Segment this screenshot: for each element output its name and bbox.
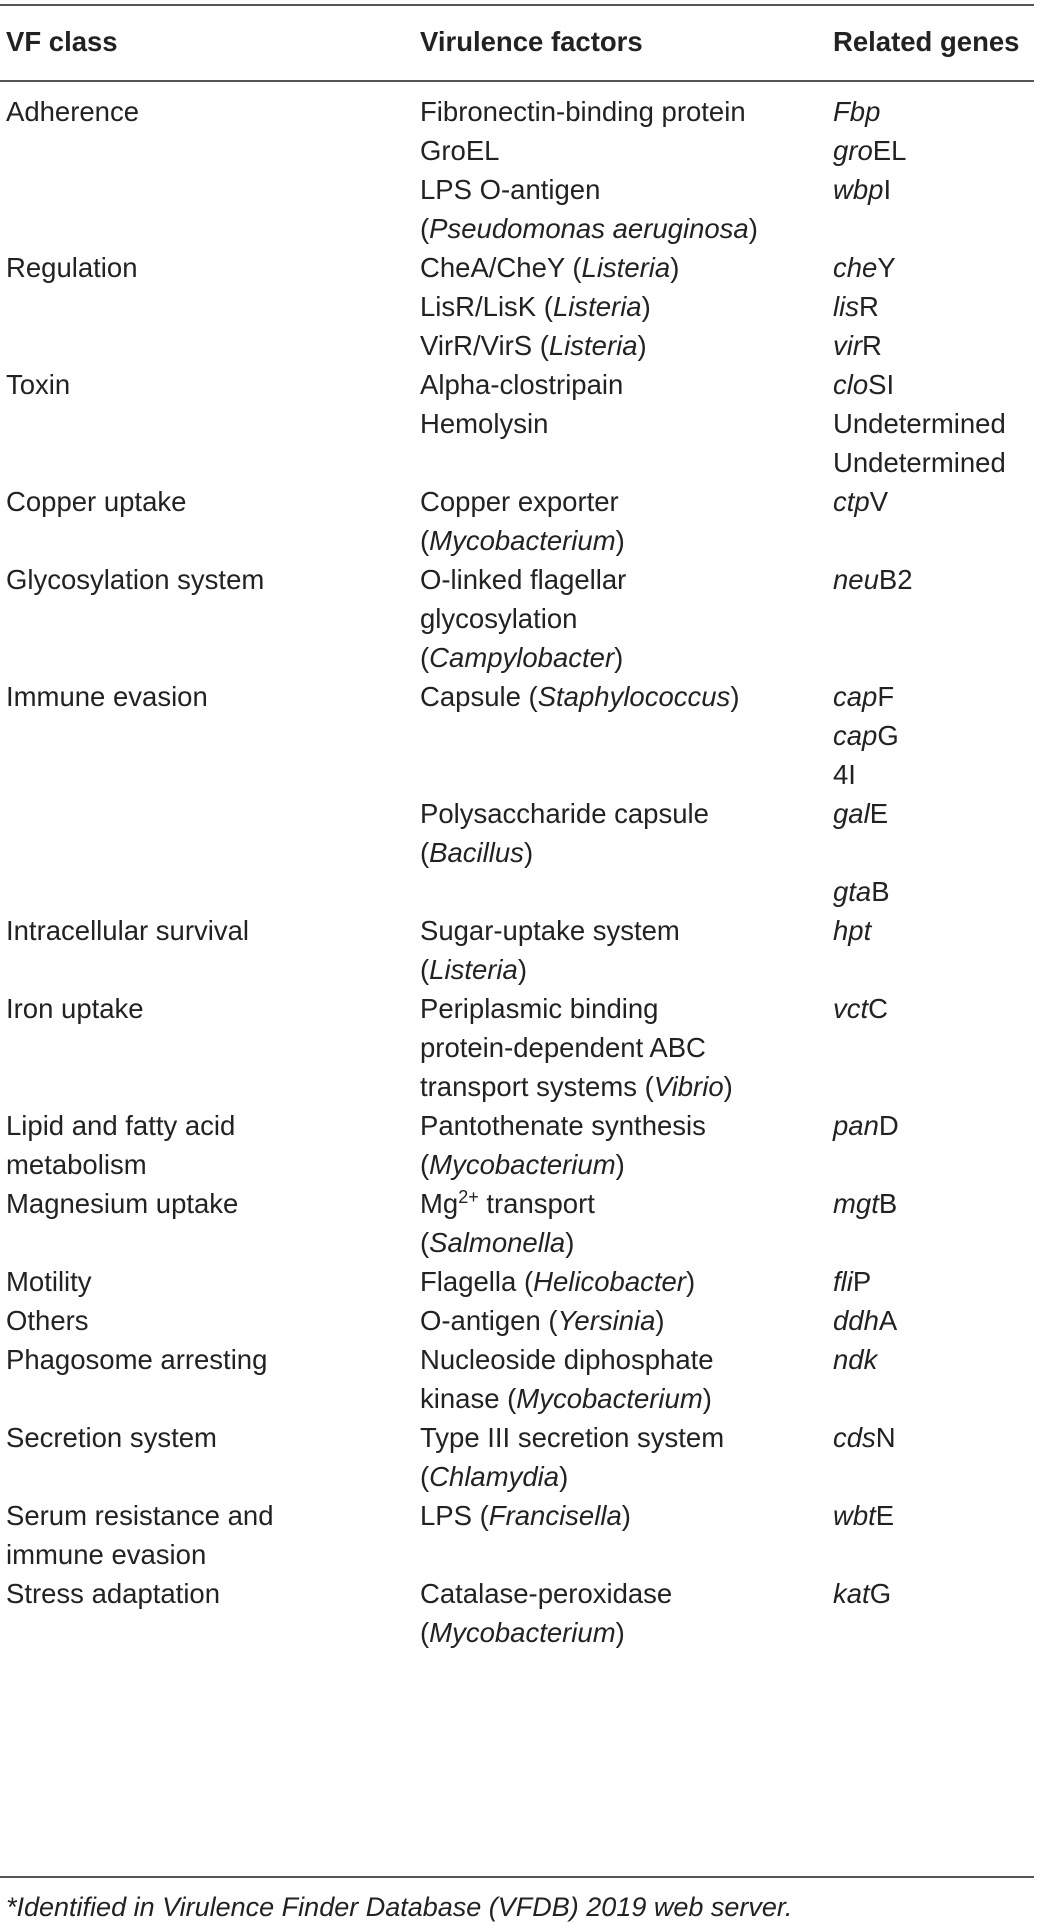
header-vf-class: VF class (6, 26, 118, 57)
cell-virulence-factor (420, 170, 820, 248)
cell-related-gene (833, 365, 1038, 404)
virulence-factor-text: kinase (Mycobacterium) (420, 1383, 712, 1414)
cell-related-gene (833, 872, 1038, 911)
related-gene-text: neuB2 (833, 564, 913, 595)
table-row (0, 794, 1040, 872)
virulence-factor-text: Polysaccharide capsule (420, 798, 709, 829)
table-row (0, 365, 1040, 404)
virulence-factor-text: Type III secretion system (420, 1422, 725, 1453)
vf-class-text: metabolism (6, 1149, 147, 1180)
vf-class-text: Secretion system (6, 1422, 217, 1453)
vf-class-text: Iron uptake (6, 993, 144, 1024)
virulence-factor-text: Periplasmic binding (420, 993, 659, 1024)
table-row (0, 560, 1040, 677)
cell-related-gene (833, 911, 1038, 950)
table-row (0, 989, 1040, 1106)
cell-vf-class (6, 1106, 406, 1184)
cell-virulence-factor (420, 365, 820, 404)
virulence-factor-text: protein-dependent ABC (420, 1032, 706, 1063)
cell-related-gene (833, 326, 1038, 365)
table-footnote: *Identified in Virulence Finder Database (VFDB) 2019 web server. (6, 1892, 793, 1922)
header-rule (0, 80, 1034, 82)
table-row (0, 677, 1040, 716)
vf-class-text: Intracellular survival (6, 915, 250, 946)
cell-related-gene (833, 1184, 1038, 1223)
cell-vf-class (6, 248, 406, 287)
cell-vf-class (6, 911, 406, 950)
table-row (0, 755, 1040, 794)
top-rule (0, 4, 1034, 6)
cell-virulence-factor (420, 1301, 820, 1340)
cell-virulence-factor (420, 1106, 820, 1184)
virulence-factor-text: glycosylation (420, 603, 578, 634)
related-gene-text: capF (833, 681, 895, 712)
header-virulence-factors: Virulence factors (420, 26, 643, 57)
cell-related-gene (833, 755, 1038, 794)
cell-related-gene (833, 1262, 1038, 1301)
cell-virulence-factor (420, 92, 820, 131)
cell-vf-class (6, 365, 406, 404)
cell-vf-class (6, 1496, 406, 1574)
cell-vf-class (6, 1574, 406, 1613)
related-gene-text: lisR (833, 291, 879, 322)
cell-virulence-factor (420, 404, 820, 443)
header-related-genes: Related genes (833, 26, 1020, 57)
virulence-factor-text: (Mycobacterium) (420, 1617, 625, 1648)
table-row (0, 443, 1040, 482)
cell-virulence-factor (420, 1340, 820, 1418)
virulence-factor-text: (Mycobacterium) (420, 525, 625, 556)
cell-related-gene (833, 677, 1038, 716)
related-gene-text: galE (833, 798, 889, 829)
related-gene-text: vctC (833, 993, 889, 1024)
virulence-factor-text: (Campylobacter) (420, 642, 624, 673)
virulence-factor-text: (Chlamydia) (420, 1461, 569, 1492)
cell-virulence-factor (420, 1184, 820, 1262)
virulence-factor-text: LPS O-antigen (420, 174, 601, 205)
virulence-factor-text: GroEL (420, 135, 500, 166)
cell-related-gene (833, 443, 1038, 482)
cell-related-gene (833, 131, 1038, 170)
table-body (0, 92, 1040, 1652)
virulence-factor-text: O-antigen (Yersinia) (420, 1305, 665, 1336)
related-gene-text: fliP (833, 1266, 872, 1297)
vf-class-text: Adherence (6, 96, 140, 127)
table-row (0, 326, 1040, 365)
cell-vf-class (6, 1184, 406, 1223)
related-gene-text: wbpI (833, 174, 892, 205)
cell-related-gene (833, 794, 1038, 833)
table-row (0, 1418, 1040, 1496)
related-gene-text: cheY (833, 252, 896, 283)
cell-virulence-factor (420, 482, 820, 560)
virulence-factor-text: Flagella (Helicobacter) (420, 1266, 696, 1297)
virulence-factor-text: Nucleoside diphosphate (420, 1344, 714, 1375)
table-row (0, 716, 1040, 755)
related-gene-text: Fbp (833, 96, 881, 127)
cell-related-gene (833, 1340, 1038, 1379)
virulence-factor-text: Alpha-clostripain (420, 369, 624, 400)
related-gene-text: ctpV (833, 486, 889, 517)
table-row (0, 1301, 1040, 1340)
table-row (0, 872, 1040, 911)
cell-vf-class (6, 482, 406, 521)
cell-related-gene (833, 1106, 1038, 1145)
table-row (0, 482, 1040, 560)
vf-class-text: Toxin (6, 369, 71, 400)
virulence-factor-text: transport systems (Vibrio) (420, 1071, 733, 1102)
virulence-factor-text: (Listeria) (420, 954, 527, 985)
table-row (0, 1262, 1040, 1301)
vf-class-text: Lipid and fatty acid (6, 1110, 236, 1141)
related-gene-text: Undetermined (833, 447, 1006, 478)
cell-virulence-factor (420, 1418, 820, 1496)
cell-virulence-factor (420, 1496, 820, 1535)
virulence-factor-text: CheA/CheY (Listeria) (420, 252, 680, 283)
virulence-factor-text: O-linked flagellar (420, 564, 627, 595)
vf-class-text: Serum resistance and (6, 1500, 274, 1531)
cell-related-gene (833, 1418, 1038, 1457)
cell-vf-class (6, 677, 406, 716)
table-row (0, 1340, 1040, 1418)
cell-related-gene (833, 1301, 1038, 1340)
related-gene-text: panD (833, 1110, 899, 1141)
cell-virulence-factor (420, 326, 820, 365)
vf-class-text: Others (6, 1305, 89, 1336)
related-gene-text: ndk (833, 1344, 878, 1375)
table-row (0, 1574, 1040, 1652)
table-row (0, 404, 1040, 443)
virulence-factor-text: Copper exporter (420, 486, 619, 517)
cell-vf-class (6, 560, 406, 599)
related-gene-text: hpt (833, 915, 872, 946)
virulence-factor-text: Capsule (Staphylococcus) (420, 681, 740, 712)
cell-related-gene (833, 1496, 1038, 1535)
cell-virulence-factor (420, 911, 820, 989)
table-row (0, 248, 1040, 287)
cell-vf-class (6, 1262, 406, 1301)
table-row (0, 287, 1040, 326)
related-gene-text: mgtB (833, 1188, 898, 1219)
vf-class-text: Magnesium uptake (6, 1188, 239, 1219)
cell-virulence-factor (420, 677, 820, 716)
related-gene-text: Undetermined (833, 408, 1006, 439)
cell-related-gene (833, 1574, 1038, 1613)
bottom-rule (0, 1876, 1034, 1878)
virulence-factor-text: Fibronectin-binding protein (420, 96, 746, 127)
related-gene-text: gtaB (833, 876, 890, 907)
cell-vf-class (6, 1301, 406, 1340)
table-row (0, 911, 1040, 989)
cell-virulence-factor (420, 1262, 820, 1301)
table-row (0, 170, 1040, 248)
related-gene-text: 4I (833, 759, 856, 790)
cell-related-gene (833, 170, 1038, 209)
cell-virulence-factor (420, 287, 820, 326)
cell-vf-class (6, 1340, 406, 1379)
table-row (0, 1106, 1040, 1184)
vf-class-text: Stress adaptation (6, 1578, 221, 1609)
table-row (0, 92, 1040, 131)
related-gene-text: capG (833, 720, 899, 751)
vf-class-text: Motility (6, 1266, 92, 1297)
table-header (0, 18, 1040, 66)
table-row (0, 131, 1040, 170)
vf-class-text: Regulation (6, 252, 138, 283)
cell-virulence-factor (420, 1574, 820, 1652)
vf-class-text: immune evasion (6, 1539, 207, 1570)
virulence-factor-text: $Mg^{2+}$ transport (420, 1187, 595, 1219)
related-gene-text: ddhA (833, 1305, 898, 1336)
virulence-factor-text: Sugar-uptake system (420, 915, 680, 946)
related-gene-text: groEL (833, 135, 907, 166)
vf-class-text: Immune evasion (6, 681, 208, 712)
virulence-factor-text: (Mycobacterium) (420, 1149, 625, 1180)
cell-related-gene (833, 404, 1038, 443)
cell-related-gene (833, 287, 1038, 326)
vf-class-text: Phagosome arresting (6, 1344, 268, 1375)
cell-vf-class (6, 92, 406, 131)
vf-class-text: Copper uptake (6, 486, 187, 517)
cell-related-gene (833, 716, 1038, 755)
table-row (0, 1496, 1040, 1574)
cell-virulence-factor (420, 794, 820, 872)
cell-related-gene (833, 92, 1038, 131)
virulence-factor-text: (Salmonella) (420, 1227, 575, 1258)
cell-related-gene (833, 560, 1038, 599)
cell-virulence-factor (420, 131, 820, 170)
related-gene-text: katG (833, 1578, 892, 1609)
cell-related-gene (833, 989, 1038, 1028)
related-gene-text: virR (833, 330, 882, 361)
virulence-factor-text: LPS (Francisella) (420, 1500, 631, 1531)
cell-vf-class (6, 1418, 406, 1457)
virulence-factor-text: (Pseudomonas aeruginosa) (420, 213, 758, 244)
cell-virulence-factor (420, 560, 820, 677)
virulence-factor-text: Pantothenate synthesis (420, 1110, 706, 1141)
cell-vf-class (6, 989, 406, 1028)
cell-related-gene (833, 248, 1038, 287)
table-row (0, 1184, 1040, 1262)
vf-class-text: Glycosylation system (6, 564, 265, 595)
cell-virulence-factor (420, 248, 820, 287)
virulence-factor-text: LisR/LisK (Listeria) (420, 291, 651, 322)
cell-related-gene (833, 482, 1038, 521)
related-gene-text: wbtE (833, 1500, 895, 1531)
virulence-factor-text: VirR/VirS (Listeria) (420, 330, 647, 361)
cell-virulence-factor (420, 989, 820, 1106)
virulence-factor-text: Catalase-peroxidase (420, 1578, 673, 1609)
related-gene-text: cloSI (833, 369, 895, 400)
related-gene-text: cdsN (833, 1422, 896, 1453)
virulence-factor-text: Hemolysin (420, 408, 549, 439)
virulence-factor-text: (Bacillus) (420, 837, 534, 868)
